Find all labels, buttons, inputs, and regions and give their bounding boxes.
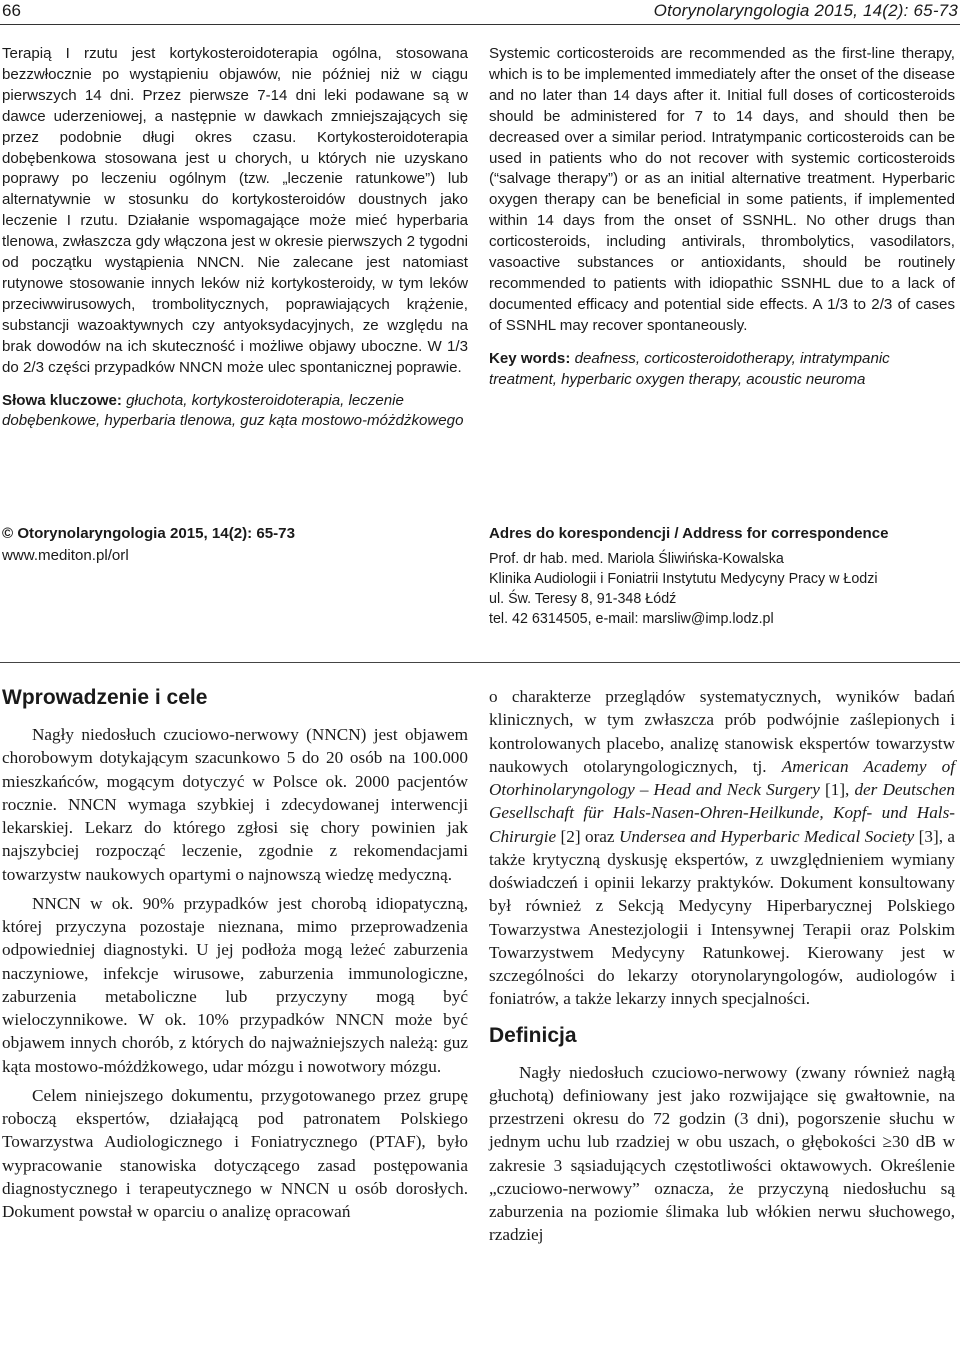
text-run: [1], <box>819 780 855 799</box>
keywords-polish <box>2 391 468 433</box>
text-run: [2] oraz <box>556 826 619 846</box>
page-number: 66 <box>2 1 21 20</box>
copyright-block <box>2 523 442 567</box>
section-heading-introduction: Wprowadzenie i cele <box>2 686 208 709</box>
body-column-right <box>489 685 955 1253</box>
section-divider <box>0 662 960 663</box>
header-rule <box>0 24 960 25</box>
paragraph-continued <box>489 685 955 1011</box>
address-line: ul. Św. Teresy 8, 91-348 Łódź <box>489 591 677 607</box>
keywords-english <box>489 349 955 391</box>
address-line: Prof. dr hab. med. Mariola Śliwińska-Kowalska <box>489 551 784 567</box>
copyright-line: © Otorynolaryngologia 2015, 14(2): 65-73 <box>2 525 295 542</box>
abstract-english <box>489 44 955 391</box>
journal-reference: Otorynolaryngologia 2015, 14(2): 65-73 <box>653 1 958 20</box>
keywords-english-text: deafness, corticosteroidotherapy, intratympanic treatment, hyperbaric oxygen therapy, acoustic neuroma <box>489 349 890 388</box>
abstract-polish-text: Terapią I rzutu jest kortykosteroidoterapia ogólna, stosowana bezzwłocznie po wystąpieniu objawów, nie później niż w ciągu pierwszych 14 dni. Przez pierwsze 7-14 dni leki podawane są w dawce uderzeniowej, a następnie w dawkach zmniejszających się przez podobnie długi okres czasu. Kortykosteroidoterapia dobębenkowa stosowana jest u chorych, u których nie uzyskano poprawy po leczeniu ogólnym (tzw. „leczenie ratunkowe”) lub alternatywnie w stosunku do kortykosteroidów doustnych jako leczenie I rzutu. Działanie wspomagające może mieć hyperbaria tlenowa, zwłaszcza gdy włączona jest w okresie pierwszych 2 tygodni od początku wystąpienia NNCN. Nie zalecane jest natomiast rutynowe stosowanie innych leków niż kortykosteroidy, w tym leków przeciwwirusowych, trombolitycznych, poprawiających krążenie, substancji wazoaktywnych czy antyoksydacyjnych, ze względu na brak dowodów na ich skuteczność i możliwe objawy uboczne. W 1/3 do 2/3 części przypadków NNCN może ulec spontanicznej poprawie. <box>2 45 468 376</box>
paragraph: NNCN w ok. 90% przypadków jest chorobą idiopatyczną, której przyczyna pozostaje nieznana, mimo przeprowadzenia odpowiedniej diagnostyki. U jej podłoża mogą leżeć zaburzenia naczyniowe, infekcje wirusowe, zaburzenia immunologiczne, zaburzenia metaboliczne lub przyczyny mogą być wieloczynnikowe. W ok. 10% przypadków NNCN może być objawem innych chorób, z których do najważniejszych należą: guz kąta mostowo-móżdżkowego, udar mózgu i nowotwory mózgu. <box>2 893 468 1076</box>
section-heading-definition: Definicja <box>489 1023 577 1047</box>
text-run: [3], a także krytyczną dyskusję ekspertów, z uwzględnieniem wymiany doświadczeń i opinii lekarzy praktyków. Dokument konsultowany był również z Sekcją Medycyny Hiperbarycznej Polskiego Towarzystwa Anestezjologii i Intensywnej Terapii oraz Polskim Towarzystwem Medycyny Ratunkowej. Kierowany jest w szczególności do lekarzy otorynolaryngologów, audiologów i foniatrów, a także lekarzy innych specjalności. <box>489 826 956 1009</box>
paragraph: Nagły niedosłuch czuciowo-nerwowy (NNCN) jest objawem chorobowym dotykającym szacunkowo 5 do 20 osób na 100.000 mieszkańców, mogącym dotyczyć w Polsce ok. 2000 pacjentów rocznie. NNCN wymaga szybkiej i zdecydowanej interwencji lekarskiej. Lekarz do którego zgłosi się chory powinien jak najszybciej rozpocząć leczenie, zgodnie z rekomendacjami towarzystw naukowych opartymi o najnowszą wiedzę medyczną. <box>2 725 468 884</box>
correspondence-address <box>489 523 955 629</box>
body-column-left <box>2 685 468 1229</box>
keywords-polish-label: Słowa kluczowe: <box>2 391 122 409</box>
address-contact-line: tel. 42 6314505, e-mail: marsliw@imp.lodz.pl <box>489 611 774 627</box>
paragraph: Celem niniejszego dokumentu, przygotowanego przez grupę roboczą ekspertów, działającą pod patronatem Polskiego Towarzystwa Audiologicznego i Foniatrycznego (PTAF), było wypracowanie stanowiska dotyczącego zasad postępowania diagnostycznego i terapeutycznego w NNCN u osób dorosłych. Dokument powstał w oparciu o analizę opracowań <box>2 1085 468 1221</box>
address-title: Adres do korespondencji / Address for correspondence <box>489 525 889 542</box>
page-header <box>0 0 960 22</box>
citation-uhms: Undersea and Hyperbaric Medical Society <box>618 826 915 846</box>
citation-dg-hno: der Deutschen Gesellschaft für Hals-Nasen-Ohren-Heilkunde, Kopf- und Hals-Chirurgie <box>489 780 955 846</box>
journal-url-link[interactable]: www.mediton.pl/orl <box>2 547 129 564</box>
address-line: Klinika Audiologii i Foniatrii Instytutu Medycyny Pracy w Łodzi <box>489 571 878 587</box>
abstract-polish <box>2 44 468 432</box>
abstract-english-text: Systemic corticosteroids are recommended as the first-line therapy, which is to be implemented immediately after the onset of the disease and no later than 14 days after it. Initial full doses of corticosteroids should be administered for 7 to 14 days, and should then be decreased over a similar period. Intratympanic corticosteroids can be used in patients who do not recover with systemic corticosteroids (“salvage therapy”) or as an initial alternative treatment. Hyperbaric oxygen therapy can be beneficial in some patients, if implemented within 14 days from the onset of SSNHL. No other drugs than corticosteroids, including antivirals, thrombolytics, vasodilators, vasoactive substances or antioxidants, should be routinely recommended to patients with idiopathic SSNHL due to a lack of documented efficacy and potential side effects. A 1/3 to 2/3 of cases of SSNHL may recover spontaneously. <box>489 45 955 334</box>
paragraph: Nagły niedosłuch czuciowo-nerwowy (zwany również nagłą głuchotą) definiowany jest jako rozwijające się gwałtownie, na przestrzeni okresu do 72 godzin (3 dni), pogorszenie słuchu w jednym uchu lub rzadziej w obu uszach, o głębokości ≥30 dB w zakresie 3 sąsiadujących częstotliwości oktawowych. Określenie „czuciowo-nerwowy” oznacza, że przyczyną niedosłuchu są zaburzenia na poziomie ślimaka lub włókien nerwu słuchowego, rzadziej <box>489 1062 955 1245</box>
keywords-english-label: Key words: <box>489 349 571 367</box>
text-run: o charakterze przeglądów systematycznych, wyników badań klinicznych, w tym zwłaszcza prób podwójnie zaślepionych i kontrolowanych placebo, analizę stanowisk ekspertów towarzystw naukowych otolaryngologicznych, tj. <box>489 687 955 776</box>
keywords-polish-text: głuchota, kortykosteroidoterapia, leczenie dobębenkowe, hyperbaria tlenowa, guz kąta mostowo-móżdżkowego <box>2 391 464 430</box>
citation-aao-hns: American Academy of Otorhinolaryngology – Head and Neck Surgery <box>489 756 955 799</box>
